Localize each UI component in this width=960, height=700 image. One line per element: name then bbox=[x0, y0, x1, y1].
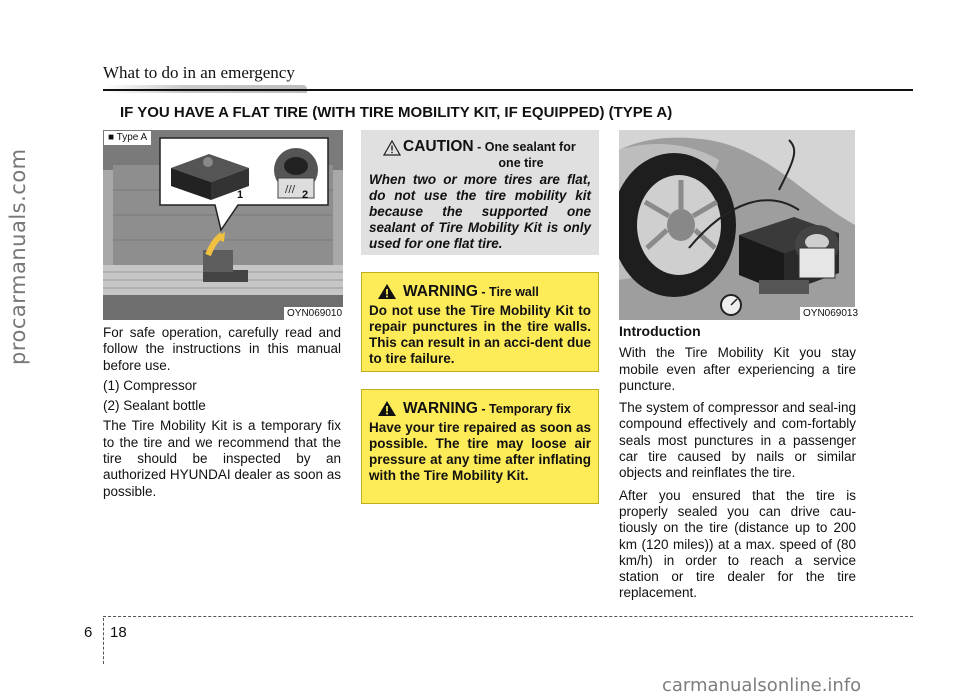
paragraph: (1) Compressor bbox=[103, 377, 197, 393]
warning-header bbox=[375, 400, 591, 418]
pressure-gauge-icon bbox=[721, 295, 741, 315]
page-number: 18 bbox=[110, 624, 127, 641]
warning-body: Do not use the Tire Mobility Kit to repair punctures in the tire walls. This can result in an acci-dent due to tire failure. bbox=[369, 303, 591, 366]
trunk-photo bbox=[103, 130, 343, 320]
caution-header bbox=[369, 138, 591, 168]
paragraph: (2) Sealant bottle bbox=[103, 398, 206, 414]
introduction-heading: Introduction bbox=[619, 323, 701, 339]
footer-watermark: carmanualsonline.info bbox=[662, 675, 862, 696]
warning-label: WARNING bbox=[403, 283, 478, 300]
warning-triangle-icon bbox=[377, 400, 397, 417]
introduction-column bbox=[619, 323, 856, 608]
warning-triangle-icon bbox=[377, 283, 397, 300]
paragraph: After you ensured that the tire is properly sealed you can drive cau-tiously on the tire (distance up to 200 km (120 miles)) at a max. speed of (80 km/h) in order to reach a service station or tire dealer for the tire replacement. bbox=[619, 487, 856, 601]
caution-label: CAUTION bbox=[403, 138, 474, 155]
caution-subtitle: - One sealant for bbox=[473, 140, 576, 154]
paragraph: The Tire Mobility Kit is a temporary fix to the tire and we recommend that the tire should be inspected by an authorized HYUNDAI dealer as soon as possible. bbox=[103, 418, 341, 499]
warning-subtitle: - Temporary fix bbox=[477, 402, 571, 416]
caution-body: When two or more tires are flat, do not use the tire mobility kit because the supported one sealant of Tire Mobility Kit is only used for one flat tire. bbox=[369, 172, 591, 251]
footer-vertical-rule bbox=[103, 618, 104, 664]
warning-body: Have your tire repaired as soon as possible. The tire may loose air pressure at any time after inflating with the Tire Mobility Kit. bbox=[369, 420, 591, 483]
trunk-illustration bbox=[103, 130, 343, 320]
paragraph: For safe operation, carefully read and follow the instructions in this manual before use. bbox=[103, 325, 341, 373]
section-title: IF YOU HAVE A FLAT TIRE (WITH TIRE MOBILITY KIT, IF EQUIPPED) (TYPE A) bbox=[120, 104, 673, 121]
running-head-text: What to do in an emergency bbox=[103, 63, 295, 82]
footer-rule bbox=[103, 616, 913, 617]
photo-code-left: OYN069010 bbox=[284, 307, 345, 320]
warning-header bbox=[375, 283, 591, 301]
type-tag: ■ Type A bbox=[104, 131, 151, 145]
warning-box-temporary-fix bbox=[361, 389, 599, 504]
paragraph: With the Tire Mobility Kit you stay mobile even after experiencing a tire puncture. bbox=[619, 345, 856, 393]
side-watermark: procarmanuals.com bbox=[6, 148, 30, 365]
warning-box-tire-wall bbox=[361, 272, 599, 372]
callout-number: 1 bbox=[237, 189, 244, 201]
running-head bbox=[103, 63, 307, 87]
sealant-bottle-icon bbox=[795, 225, 839, 278]
tire-kit-illustration bbox=[619, 130, 855, 320]
svg-text:///: /// bbox=[285, 184, 296, 195]
tire-kit-photo bbox=[619, 130, 855, 320]
caution-title bbox=[403, 140, 576, 154]
chapter-number: 6 bbox=[84, 624, 93, 641]
paragraph: The system of compressor and seal-ing compound effectively and com-fortably seals most punctures in a passenger car tire caused by nails or similar objects and reinflates the tire. bbox=[619, 400, 856, 481]
header-rule bbox=[103, 89, 913, 91]
warning-subtitle: - Tire wall bbox=[477, 285, 539, 299]
callout-number: 2 bbox=[302, 189, 309, 201]
sealant-bottle-icon bbox=[274, 148, 318, 198]
intro-column bbox=[103, 325, 341, 504]
caution-subtitle-2: one tire bbox=[498, 156, 544, 170]
photo-code-right: OYN069013 bbox=[800, 307, 861, 320]
caution-box bbox=[361, 130, 599, 255]
warning-label: WARNING bbox=[403, 400, 478, 417]
caution-triangle-icon bbox=[383, 140, 401, 156]
